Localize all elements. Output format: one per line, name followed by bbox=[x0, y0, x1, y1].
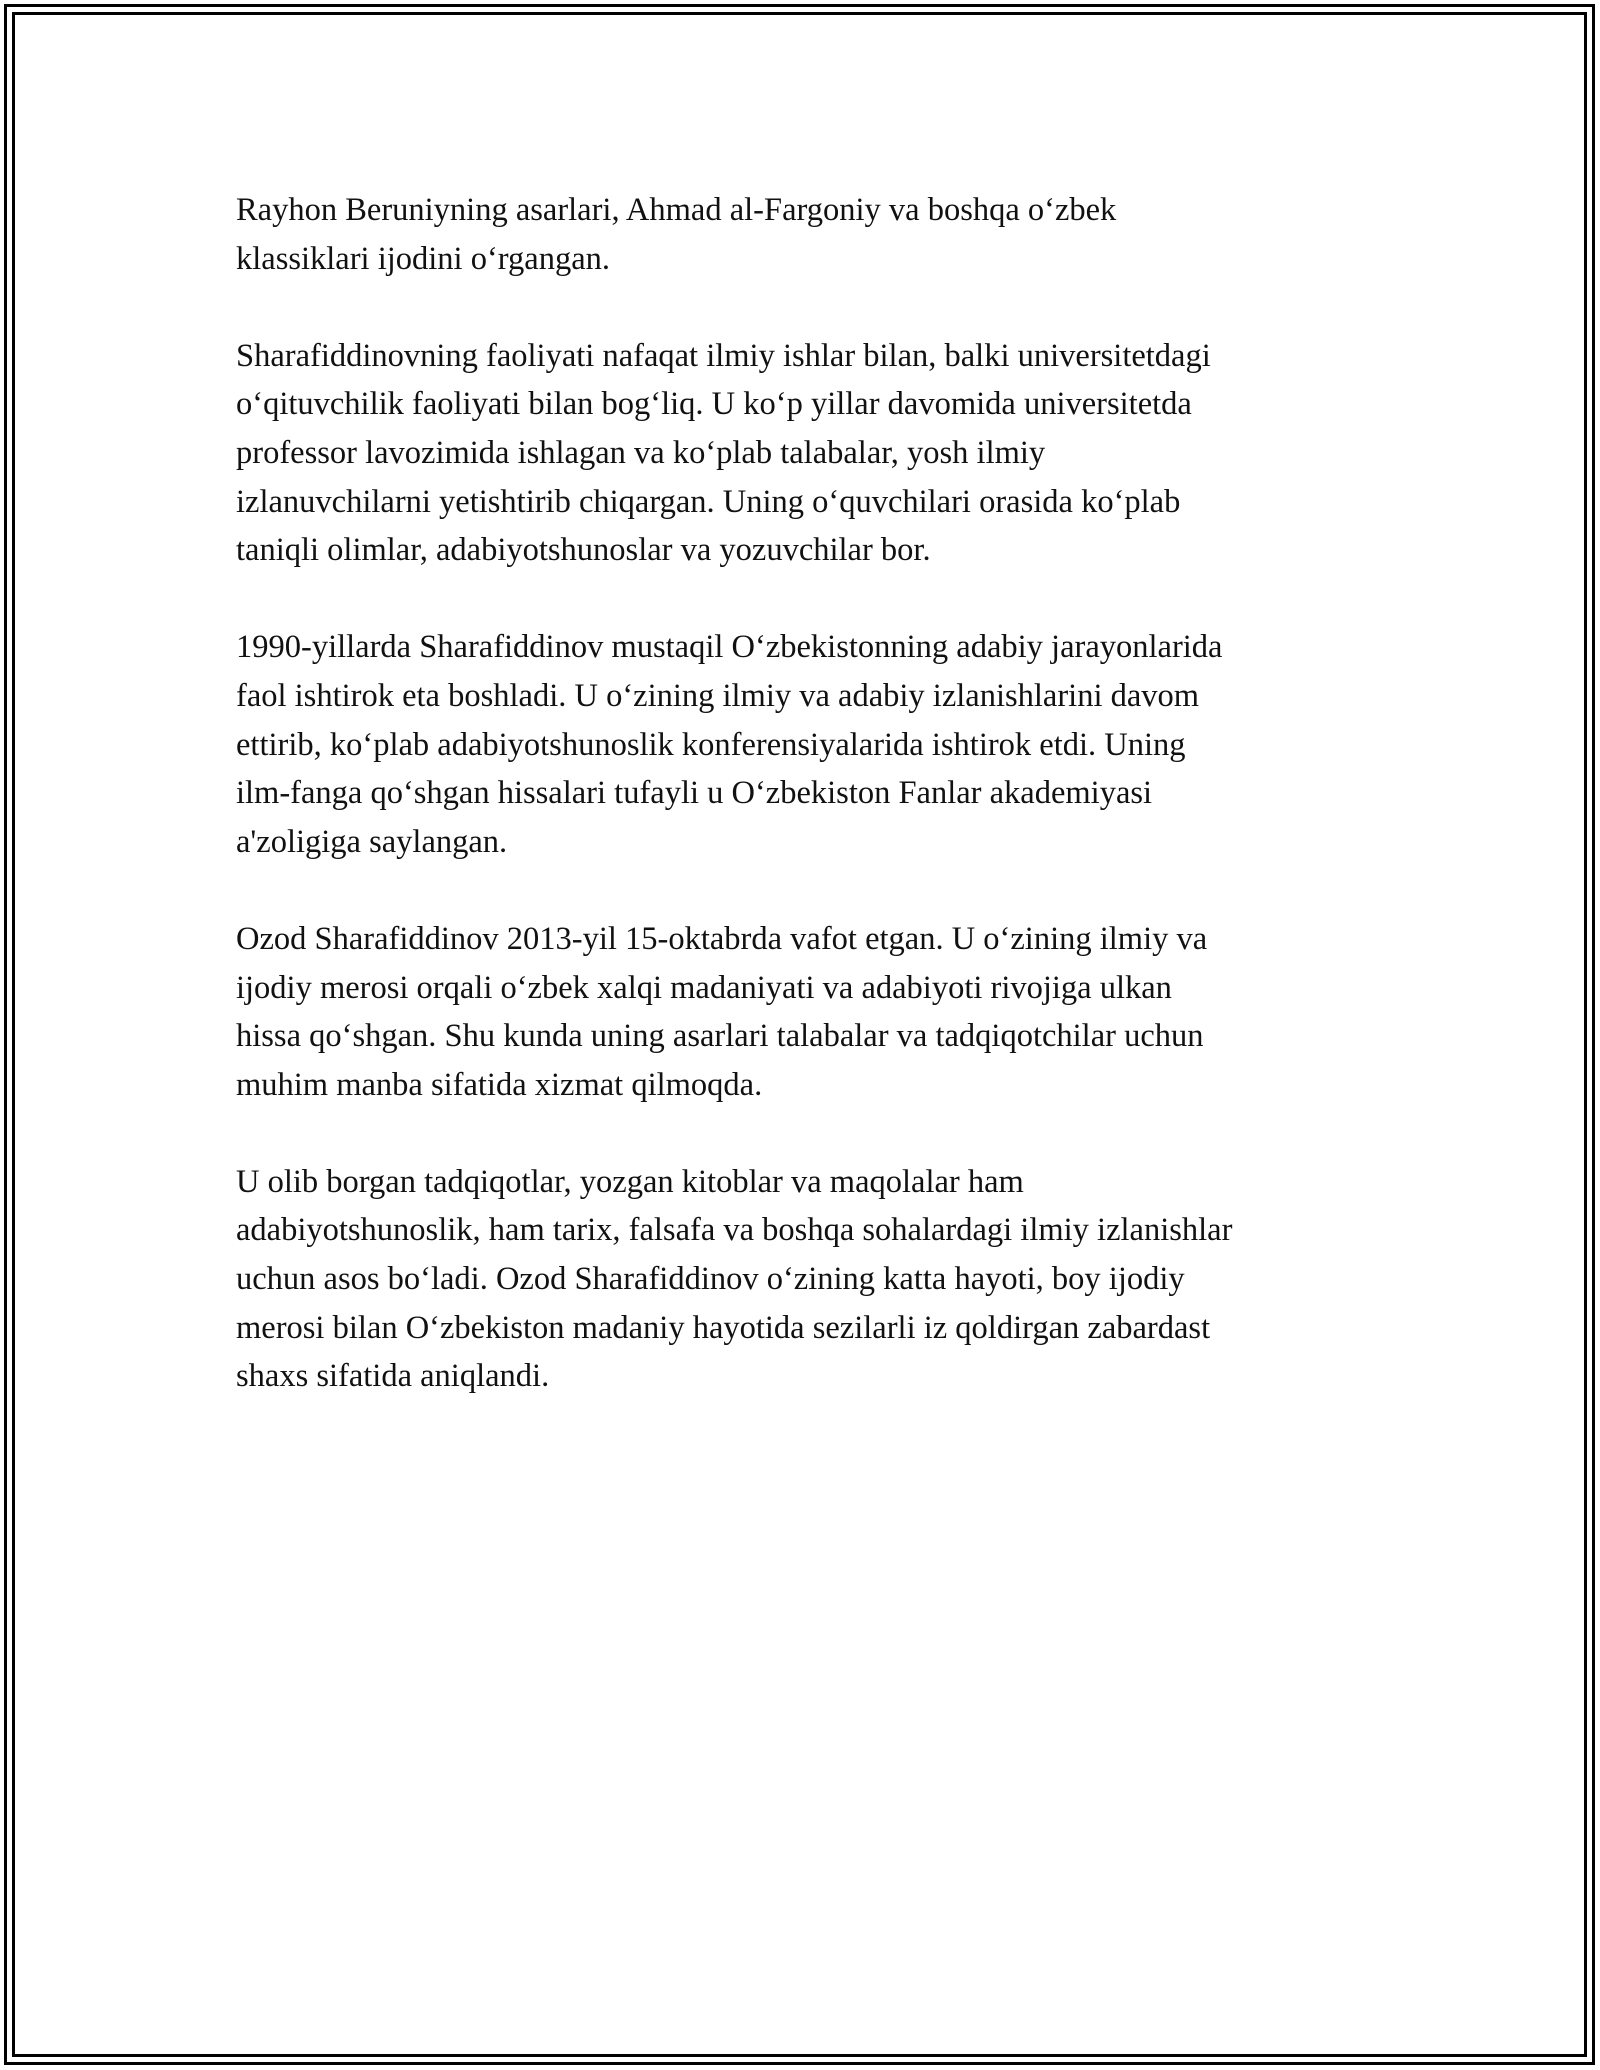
paragraph-5: U olib borgan tadqiqotlar, yozgan kitoblar va maqolalar ham adabiyotshunoslik, ham tarix, falsafa va boshqa sohalardagi ilmiy izlanishlar uchun asos bo‘ladi. Ozod Sharafiddinov o‘zining katta hayoti, boy ijodiy merosi bilan O‘zbekiston madaniy hayotida sezilarli iz qoldirgan zabardast shaxs sifatida aniqlandi. bbox=[236, 1163, 1233, 1395]
paragraph-1: Rayhon Beruniyning asarlari, Ahmad al-Fargoniy va boshqa o‘zbek klassiklari ijodini o‘rgangan. bbox=[236, 192, 1117, 277]
paragraph-2: Sharafiddinovning faoliyati nafaqat ilmiy ishlar bilan, balki universitetdagi o‘qituvchilik faoliyati bilan bog‘liq. U ko‘p yillar davomida universitetda professor lavozimida ishlagan va ko‘plab talabalar, yosh ilmiy izlanuvchilarni yetishtirib chiqargan. Uning o‘quvchilari orasida ko‘plab taniqli olimlar, adabiyotshunoslar va yozuvchilar bor. bbox=[236, 337, 1211, 569]
document-body bbox=[236, 186, 1366, 1449]
paragraph-3: 1990-yillarda Sharafiddinov mustaqil O‘zbekistonning adabiy jarayonlarida faol ishtirok eta boshladi. U o‘zining ilmiy va adabiy izlanishlarini davom ettirib, ko‘plab adabiyotshunoslik konferensiyalarida ishtirok etdi. Uning ilm-fanga qo‘shgan hissalari tufayli u O‘zbekiston Fanlar akademiyasi a'zoligiga saylangan. bbox=[236, 629, 1223, 860]
paragraph-4: Ozod Sharafiddinov 2013-yil 15-oktabrda vafot etgan. U o‘zining ilmiy va ijodiy merosi orqali o‘zbek xalqi madaniyati va adabiyoti rivojiga ulkan hissa qo‘shgan. Shu kunda uning asarlari talabalar va tadqiqotchilar uchun muhim manba sifatida xizmat qilmoqda. bbox=[236, 920, 1208, 1103]
